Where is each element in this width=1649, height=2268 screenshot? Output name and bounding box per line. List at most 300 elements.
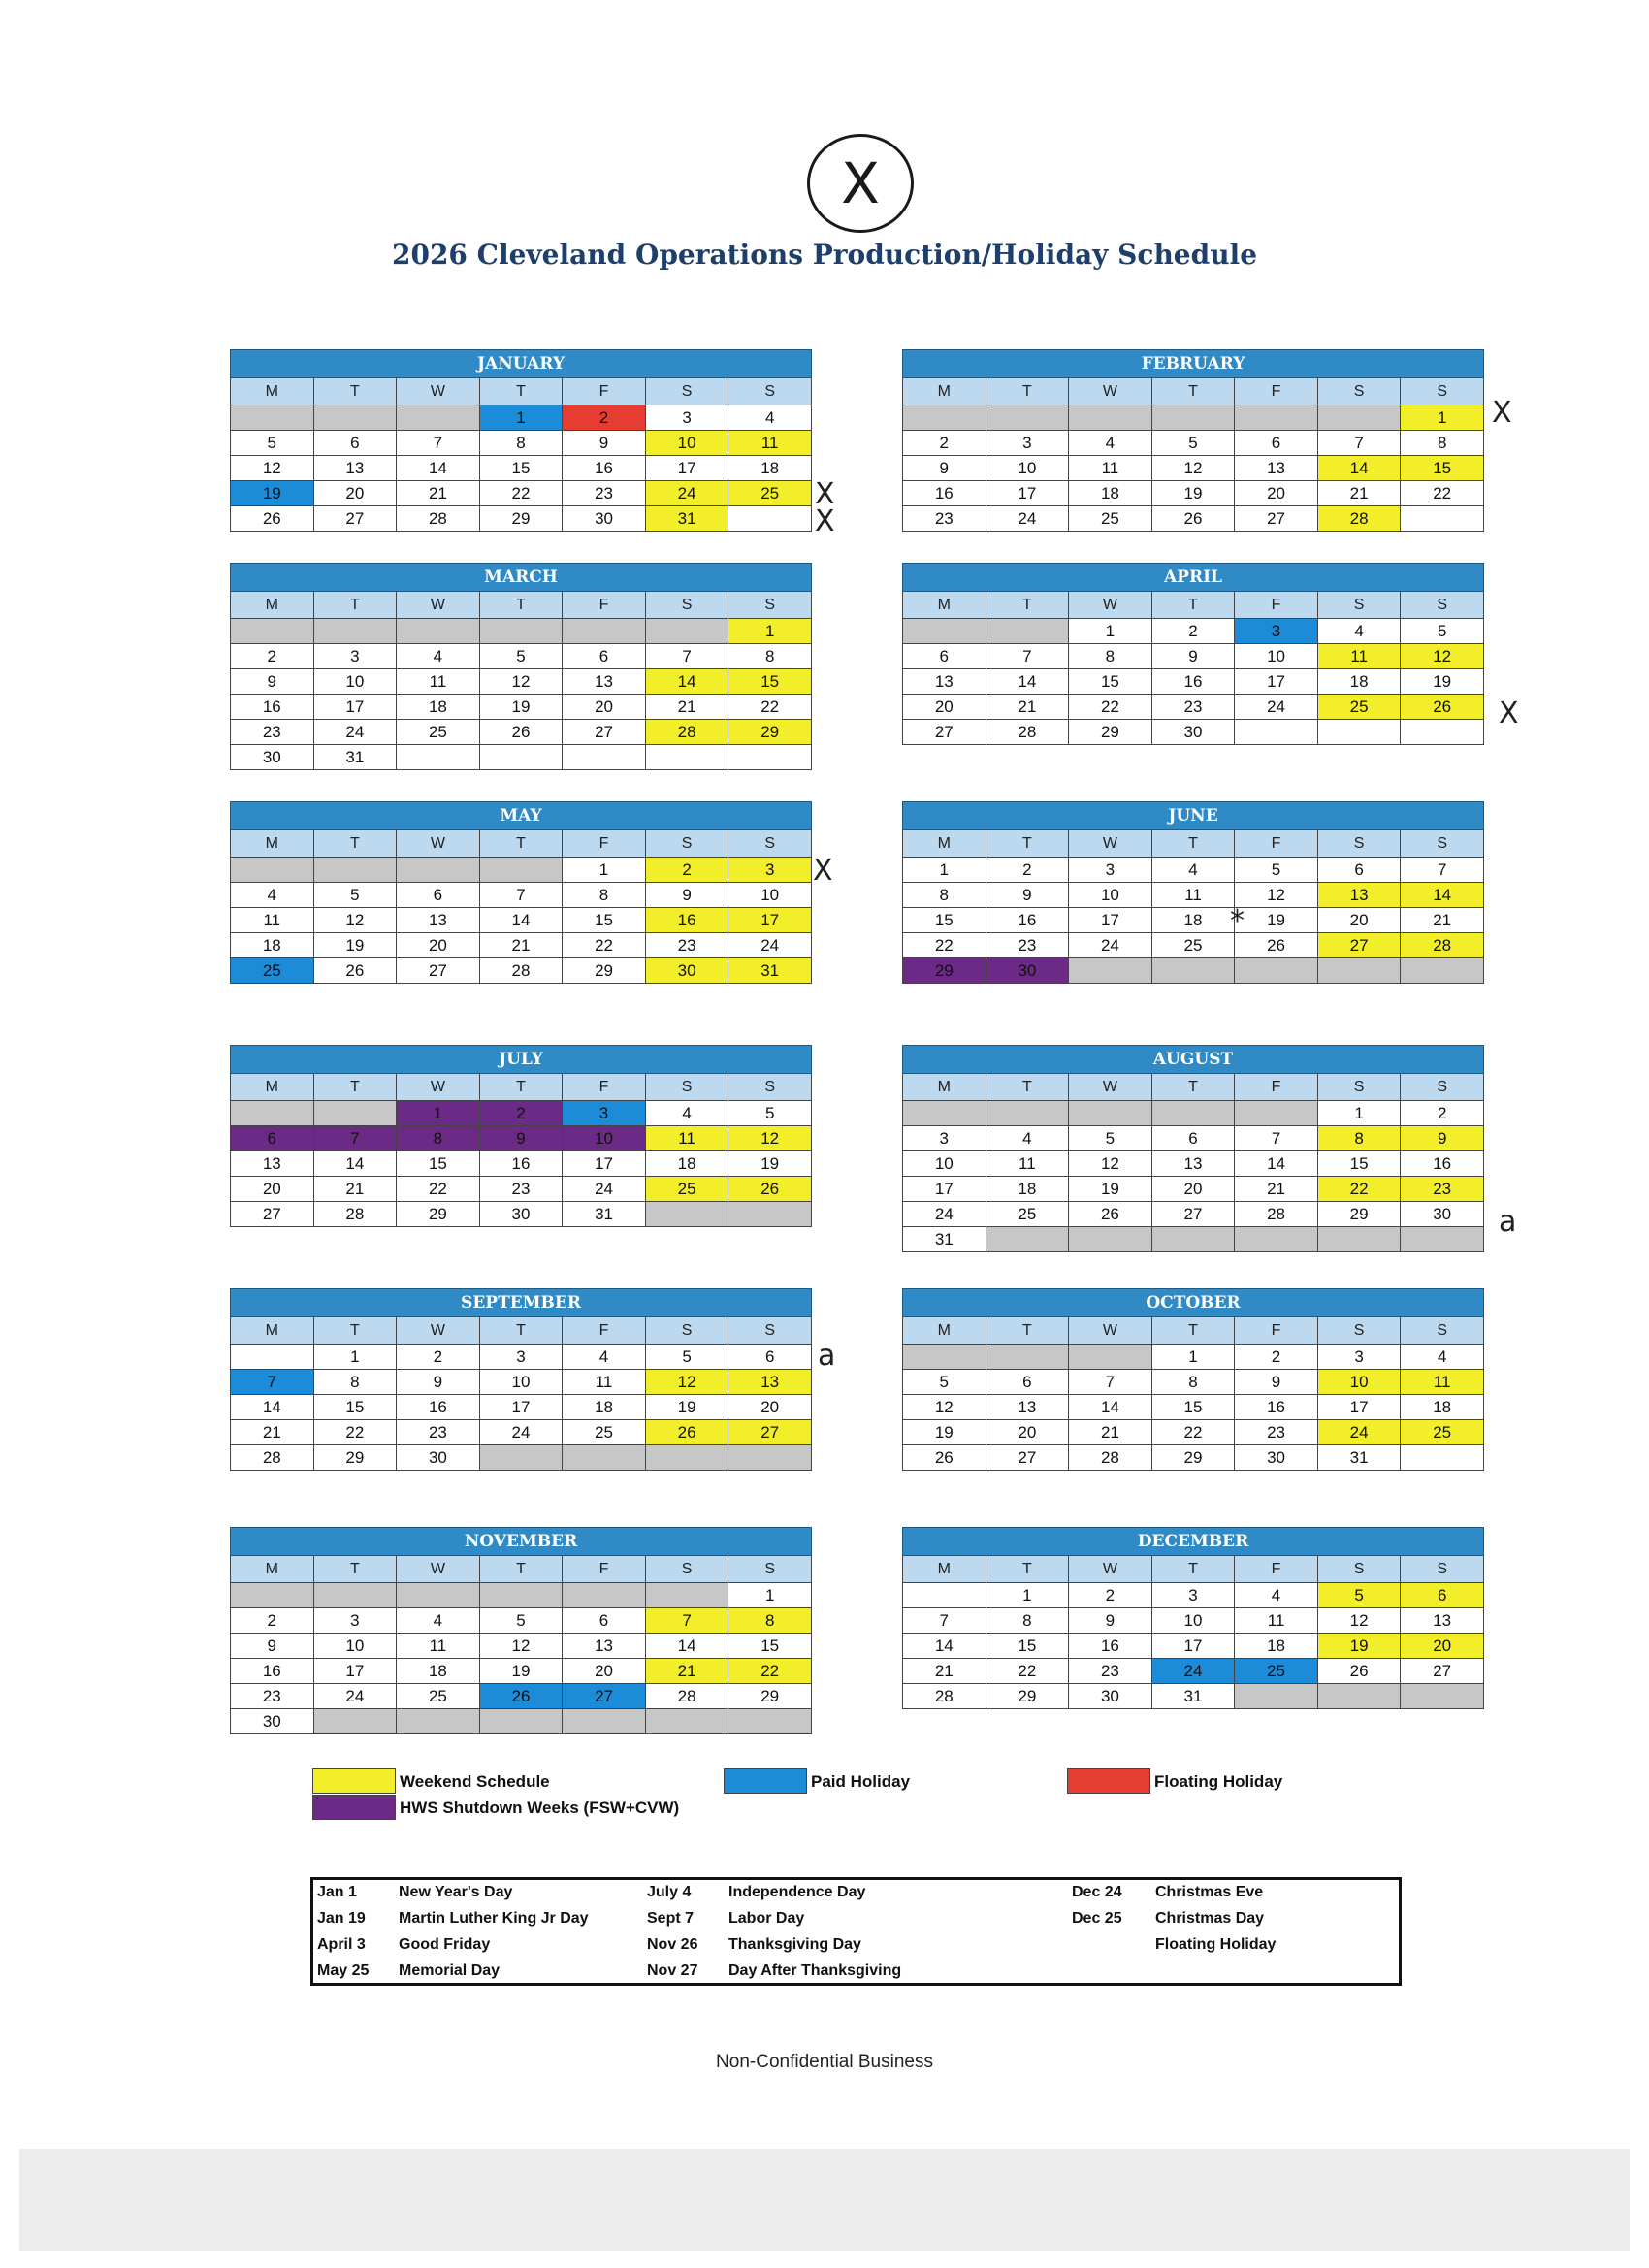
day-cell: 27 xyxy=(1235,506,1318,532)
weekday-header: S xyxy=(645,1317,728,1345)
day-cell: 10 xyxy=(1317,1370,1401,1395)
week-row xyxy=(231,1659,812,1684)
day-cell: 1 xyxy=(1401,405,1484,431)
day-cell: 12 xyxy=(645,1370,728,1395)
day-cell xyxy=(231,1583,314,1608)
day-cell xyxy=(986,405,1069,431)
day-cell: 12 xyxy=(728,1126,812,1151)
day-cell xyxy=(479,858,563,883)
month-march xyxy=(230,563,812,770)
week-row xyxy=(231,908,812,933)
weekday-header: T xyxy=(986,592,1069,619)
day-cell: 15 xyxy=(986,1634,1069,1659)
day-cell xyxy=(1317,720,1401,745)
week-row xyxy=(903,1608,1484,1634)
day-cell: 26 xyxy=(1069,1202,1152,1227)
day-cell: 2 xyxy=(479,1101,563,1126)
day-cell: 22 xyxy=(397,1177,480,1202)
weekday-header: S xyxy=(1317,1556,1401,1583)
day-cell: 16 xyxy=(563,456,646,481)
day-cell: 26 xyxy=(1317,1659,1401,1684)
day-cell: 20 xyxy=(986,1420,1069,1445)
weekday-header: T xyxy=(479,1556,563,1583)
day-cell: 11 xyxy=(231,908,314,933)
day-cell: 23 xyxy=(563,481,646,506)
day-cell: 27 xyxy=(1401,1659,1484,1684)
weekday-header: S xyxy=(1401,378,1484,405)
week-row xyxy=(231,1151,812,1177)
day-cell: 6 xyxy=(563,644,646,669)
day-cell: 6 xyxy=(313,431,397,456)
day-cell: 17 xyxy=(313,695,397,720)
day-cell: 30 xyxy=(1401,1202,1484,1227)
day-cell: 23 xyxy=(1069,1659,1152,1684)
weekday-header: S xyxy=(645,1556,728,1583)
day-cell: 31 xyxy=(1317,1445,1401,1471)
weekday-header: W xyxy=(397,1074,480,1101)
day-cell: 25 xyxy=(1401,1420,1484,1445)
week-row xyxy=(903,669,1484,695)
day-cell: 13 xyxy=(1235,456,1318,481)
day-cell: 12 xyxy=(313,908,397,933)
weekday-header: T xyxy=(986,1317,1069,1345)
weekday-header: T xyxy=(986,378,1069,405)
weekday-header: M xyxy=(903,830,986,858)
day-cell: 21 xyxy=(313,1177,397,1202)
week-row xyxy=(231,619,812,644)
day-cell: 7 xyxy=(1317,431,1401,456)
day-cell xyxy=(1151,1227,1235,1252)
month-august xyxy=(902,1045,1484,1252)
day-cell: 15 xyxy=(1317,1151,1401,1177)
day-cell: 28 xyxy=(645,1684,728,1709)
weekday-header: T xyxy=(1151,1556,1235,1583)
holiday-date: Nov 26 xyxy=(647,1936,698,1953)
day-cell xyxy=(313,405,397,431)
day-cell: 12 xyxy=(1401,644,1484,669)
month-name: NOVEMBER xyxy=(231,1528,812,1556)
day-cell: 27 xyxy=(563,1684,646,1709)
holiday-date: April 3 xyxy=(317,1936,366,1953)
day-cell: 29 xyxy=(728,1684,812,1709)
day-cell: 6 xyxy=(1235,431,1318,456)
day-cell: 4 xyxy=(1317,619,1401,644)
handwritten-a-mark: a xyxy=(1499,1205,1517,1239)
day-cell: 24 xyxy=(903,1202,986,1227)
day-cell: 11 xyxy=(1401,1370,1484,1395)
day-cell: 14 xyxy=(479,908,563,933)
day-cell: 6 xyxy=(728,1345,812,1370)
weekday-header: W xyxy=(1069,592,1152,619)
week-row xyxy=(231,958,812,984)
day-cell: 17 xyxy=(903,1177,986,1202)
day-cell: 1 xyxy=(1317,1101,1401,1126)
day-cell: 4 xyxy=(563,1345,646,1370)
weekday-header: W xyxy=(397,592,480,619)
weekday-header: S xyxy=(1401,1074,1484,1101)
weekday-header: T xyxy=(1151,1074,1235,1101)
day-cell: 12 xyxy=(231,456,314,481)
month-name: SEPTEMBER xyxy=(231,1289,812,1317)
weekday-header: T xyxy=(479,592,563,619)
day-cell: 30 xyxy=(563,506,646,532)
weekday-header: M xyxy=(231,830,314,858)
calendar-table xyxy=(230,1045,812,1227)
day-cell: 16 xyxy=(1069,1634,1152,1659)
weekday-header: S xyxy=(728,1556,812,1583)
day-cell: 2 xyxy=(1401,1101,1484,1126)
handwritten-a-mark: a xyxy=(818,1339,836,1373)
weekday-header: T xyxy=(313,1556,397,1583)
day-cell: 5 xyxy=(1235,858,1318,883)
day-cell: 4 xyxy=(986,1126,1069,1151)
weekday-header: S xyxy=(1317,830,1401,858)
calendar-table xyxy=(902,801,1484,984)
month-name: JUNE xyxy=(903,802,1484,830)
holiday-name: New Year's Day xyxy=(399,1884,513,1900)
day-cell: 8 xyxy=(479,431,563,456)
calendar-table xyxy=(902,563,1484,745)
legend-floating-swatch xyxy=(1067,1768,1150,1794)
holiday-name: Floating Holiday xyxy=(1155,1936,1277,1953)
day-cell: 20 xyxy=(231,1177,314,1202)
week-row xyxy=(231,1202,812,1227)
holiday-name: Martin Luther King Jr Day xyxy=(399,1910,589,1927)
day-cell: 5 xyxy=(313,883,397,908)
footer-classification: Non-Confidential Business xyxy=(716,2052,933,2072)
day-cell: 22 xyxy=(728,1659,812,1684)
week-row xyxy=(231,858,812,883)
holiday-name: Labor Day xyxy=(728,1910,805,1927)
day-cell xyxy=(728,745,812,770)
day-cell: 31 xyxy=(728,958,812,984)
day-cell: 24 xyxy=(1235,695,1318,720)
day-cell: 3 xyxy=(479,1345,563,1370)
weekday-header: W xyxy=(397,1556,480,1583)
calendar-table xyxy=(902,1527,1484,1709)
day-cell: 25 xyxy=(397,720,480,745)
weekday-header: M xyxy=(903,1317,986,1345)
day-cell: 21 xyxy=(986,695,1069,720)
calendar-table xyxy=(230,1527,812,1734)
week-row xyxy=(903,1684,1484,1709)
day-cell: 2 xyxy=(1151,619,1235,644)
day-cell: 14 xyxy=(1069,1395,1152,1420)
handwritten-x-mark: X xyxy=(1492,396,1512,430)
week-row xyxy=(231,1420,812,1445)
day-cell: 29 xyxy=(728,720,812,745)
day-cell: 2 xyxy=(986,858,1069,883)
day-cell: 26 xyxy=(645,1420,728,1445)
day-cell xyxy=(1235,1101,1318,1126)
day-cell: 30 xyxy=(645,958,728,984)
day-cell: 6 xyxy=(1317,858,1401,883)
day-cell: 24 xyxy=(313,1684,397,1709)
week-row xyxy=(903,1370,1484,1395)
day-cell: 16 xyxy=(479,1151,563,1177)
day-cell: 8 xyxy=(397,1126,480,1151)
day-cell: 22 xyxy=(479,481,563,506)
weekday-header: F xyxy=(1235,592,1318,619)
day-cell: 27 xyxy=(1317,933,1401,958)
day-cell: 4 xyxy=(645,1101,728,1126)
day-cell: 5 xyxy=(1069,1126,1152,1151)
week-row xyxy=(231,883,812,908)
day-cell: 20 xyxy=(563,1659,646,1684)
day-cell: 24 xyxy=(313,720,397,745)
day-cell: 28 xyxy=(397,506,480,532)
day-cell: 5 xyxy=(1401,619,1484,644)
day-cell: 10 xyxy=(728,883,812,908)
weekday-header: F xyxy=(563,1074,646,1101)
day-cell: 23 xyxy=(986,933,1069,958)
week-row xyxy=(231,1709,812,1734)
day-cell: 17 xyxy=(728,908,812,933)
day-cell: 23 xyxy=(397,1420,480,1445)
day-cell xyxy=(645,1709,728,1734)
day-cell: 18 xyxy=(231,933,314,958)
day-cell: 1 xyxy=(1069,619,1152,644)
day-cell xyxy=(1317,1684,1401,1709)
day-cell xyxy=(231,858,314,883)
day-cell: 9 xyxy=(903,456,986,481)
day-cell: 3 xyxy=(1235,619,1318,644)
week-row xyxy=(231,933,812,958)
day-cell: 11 xyxy=(986,1151,1069,1177)
day-cell: 19 xyxy=(645,1395,728,1420)
day-cell xyxy=(479,1709,563,1734)
day-cell: 9 xyxy=(1401,1126,1484,1151)
day-cell: 26 xyxy=(313,958,397,984)
day-cell: 8 xyxy=(563,883,646,908)
day-cell: 10 xyxy=(903,1151,986,1177)
month-name: JANUARY xyxy=(231,350,812,378)
day-cell: 8 xyxy=(1151,1370,1235,1395)
day-cell: 31 xyxy=(563,1202,646,1227)
day-cell xyxy=(903,405,986,431)
day-cell: 3 xyxy=(645,405,728,431)
day-cell: 18 xyxy=(645,1151,728,1177)
day-cell xyxy=(479,1445,563,1471)
week-row xyxy=(231,1583,812,1608)
day-cell xyxy=(728,1202,812,1227)
day-cell: 19 xyxy=(1317,1634,1401,1659)
week-row xyxy=(903,506,1484,532)
weekday-header: T xyxy=(479,830,563,858)
day-cell: 10 xyxy=(313,669,397,695)
weekday-header: S xyxy=(1317,592,1401,619)
day-cell: 10 xyxy=(1069,883,1152,908)
day-cell: 31 xyxy=(313,745,397,770)
day-cell: 29 xyxy=(1317,1202,1401,1227)
day-cell: 23 xyxy=(231,720,314,745)
month-january xyxy=(230,349,812,532)
day-cell xyxy=(1401,506,1484,532)
week-row xyxy=(231,644,812,669)
day-cell: 3 xyxy=(1317,1345,1401,1370)
week-row xyxy=(903,858,1484,883)
day-cell: 8 xyxy=(728,644,812,669)
day-cell: 4 xyxy=(1401,1345,1484,1370)
day-cell xyxy=(1235,958,1318,984)
week-row xyxy=(903,958,1484,984)
weekday-header: M xyxy=(231,378,314,405)
day-cell: 13 xyxy=(563,1634,646,1659)
day-cell: 5 xyxy=(231,431,314,456)
day-cell: 29 xyxy=(1069,720,1152,745)
day-cell: 15 xyxy=(563,908,646,933)
day-cell: 8 xyxy=(986,1608,1069,1634)
weekday-header: S xyxy=(728,1317,812,1345)
day-cell: 28 xyxy=(479,958,563,984)
handwritten-asterisk-mark: * xyxy=(1230,904,1245,938)
day-cell: 2 xyxy=(645,858,728,883)
weekday-header: M xyxy=(903,1556,986,1583)
day-cell: 11 xyxy=(397,669,480,695)
day-cell: 20 xyxy=(563,695,646,720)
day-cell: 5 xyxy=(1317,1583,1401,1608)
day-cell: 7 xyxy=(1069,1370,1152,1395)
day-cell: 6 xyxy=(1401,1583,1484,1608)
day-cell: 25 xyxy=(397,1684,480,1709)
day-cell: 8 xyxy=(1069,644,1152,669)
day-cell: 16 xyxy=(231,1659,314,1684)
day-cell: 9 xyxy=(231,1634,314,1659)
week-row xyxy=(903,1345,1484,1370)
weekday-header: M xyxy=(231,1317,314,1345)
day-cell: 29 xyxy=(479,506,563,532)
day-cell: 15 xyxy=(1401,456,1484,481)
day-cell xyxy=(313,619,397,644)
weekday-header: F xyxy=(563,830,646,858)
day-cell: 20 xyxy=(1235,481,1318,506)
day-cell xyxy=(1401,958,1484,984)
day-cell: 6 xyxy=(903,644,986,669)
day-cell: 19 xyxy=(313,933,397,958)
day-cell: 12 xyxy=(1069,1151,1152,1177)
day-cell: 17 xyxy=(1317,1395,1401,1420)
day-cell: 21 xyxy=(1235,1177,1318,1202)
week-row xyxy=(231,1445,812,1471)
day-cell: 26 xyxy=(1151,506,1235,532)
handwritten-x-mark: X xyxy=(1499,697,1519,730)
day-cell: 18 xyxy=(986,1177,1069,1202)
day-cell: 25 xyxy=(728,481,812,506)
day-cell: 28 xyxy=(1069,1445,1152,1471)
day-cell: 3 xyxy=(313,1608,397,1634)
day-cell: 7 xyxy=(986,644,1069,669)
weekday-header: T xyxy=(986,830,1069,858)
day-cell: 23 xyxy=(1401,1177,1484,1202)
day-cell: 16 xyxy=(645,908,728,933)
day-cell: 23 xyxy=(903,506,986,532)
day-cell: 14 xyxy=(1317,456,1401,481)
day-cell xyxy=(1069,958,1152,984)
week-row xyxy=(231,1177,812,1202)
day-cell: 1 xyxy=(313,1345,397,1370)
weekday-header: T xyxy=(313,1074,397,1101)
day-cell: 12 xyxy=(1151,456,1235,481)
day-cell: 27 xyxy=(313,506,397,532)
day-cell xyxy=(231,405,314,431)
day-cell: 10 xyxy=(1235,644,1318,669)
day-cell: 16 xyxy=(231,695,314,720)
circled-x-mark: X xyxy=(807,134,914,233)
month-june xyxy=(902,801,1484,984)
day-cell: 28 xyxy=(986,720,1069,745)
day-cell: 14 xyxy=(645,669,728,695)
weekday-header: W xyxy=(1069,1074,1152,1101)
holiday-name: Christmas Day xyxy=(1155,1910,1265,1927)
day-cell: 1 xyxy=(479,405,563,431)
day-cell xyxy=(563,619,646,644)
legend-weekend-swatch xyxy=(312,1768,396,1794)
week-row xyxy=(231,1684,812,1709)
weekday-header: W xyxy=(397,830,480,858)
day-cell: 21 xyxy=(231,1420,314,1445)
day-cell: 13 xyxy=(231,1151,314,1177)
day-cell: 26 xyxy=(231,506,314,532)
month-december xyxy=(902,1527,1484,1709)
holiday-name: Independence Day xyxy=(728,1884,866,1900)
legend-shutdown-label: HWS Shutdown Weeks (FSW+CVW) xyxy=(400,1798,680,1817)
day-cell: 22 xyxy=(313,1420,397,1445)
day-cell: 18 xyxy=(563,1395,646,1420)
day-cell: 2 xyxy=(231,644,314,669)
day-cell xyxy=(1401,720,1484,745)
month-name: JULY xyxy=(231,1046,812,1074)
weekday-header: F xyxy=(563,1317,646,1345)
day-cell xyxy=(563,1709,646,1734)
day-cell: 10 xyxy=(479,1370,563,1395)
handwritten-x-mark: X xyxy=(815,504,835,538)
day-cell xyxy=(1235,405,1318,431)
week-row xyxy=(231,695,812,720)
day-cell: 21 xyxy=(645,695,728,720)
weekday-header: T xyxy=(313,830,397,858)
day-cell: 24 xyxy=(563,1177,646,1202)
day-cell: 17 xyxy=(645,456,728,481)
week-row xyxy=(231,1370,812,1395)
day-cell: 23 xyxy=(1151,695,1235,720)
day-cell: 21 xyxy=(1069,1420,1152,1445)
day-cell: 17 xyxy=(313,1659,397,1684)
weekday-header: M xyxy=(231,1074,314,1101)
day-cell: 14 xyxy=(986,669,1069,695)
day-cell: 16 xyxy=(986,908,1069,933)
day-cell: 1 xyxy=(397,1101,480,1126)
day-cell: 21 xyxy=(903,1659,986,1684)
day-cell: 19 xyxy=(728,1151,812,1177)
day-cell: 27 xyxy=(1151,1202,1235,1227)
day-cell: 18 xyxy=(1151,908,1235,933)
day-cell: 11 xyxy=(397,1634,480,1659)
day-cell xyxy=(986,1345,1069,1370)
day-cell xyxy=(645,619,728,644)
legend-weekend-label: Weekend Schedule xyxy=(400,1772,550,1791)
day-cell: 14 xyxy=(313,1151,397,1177)
day-cell: 6 xyxy=(397,883,480,908)
day-cell: 12 xyxy=(903,1395,986,1420)
weekday-header: T xyxy=(1151,592,1235,619)
legend-paid-label: Paid Holiday xyxy=(811,1772,911,1791)
day-cell: 11 xyxy=(1235,1608,1318,1634)
weekday-header: T xyxy=(1151,378,1235,405)
weekday-header: T xyxy=(479,378,563,405)
holiday-date: Dec 24 xyxy=(1072,1884,1122,1900)
day-cell xyxy=(645,745,728,770)
month-october xyxy=(902,1288,1484,1471)
